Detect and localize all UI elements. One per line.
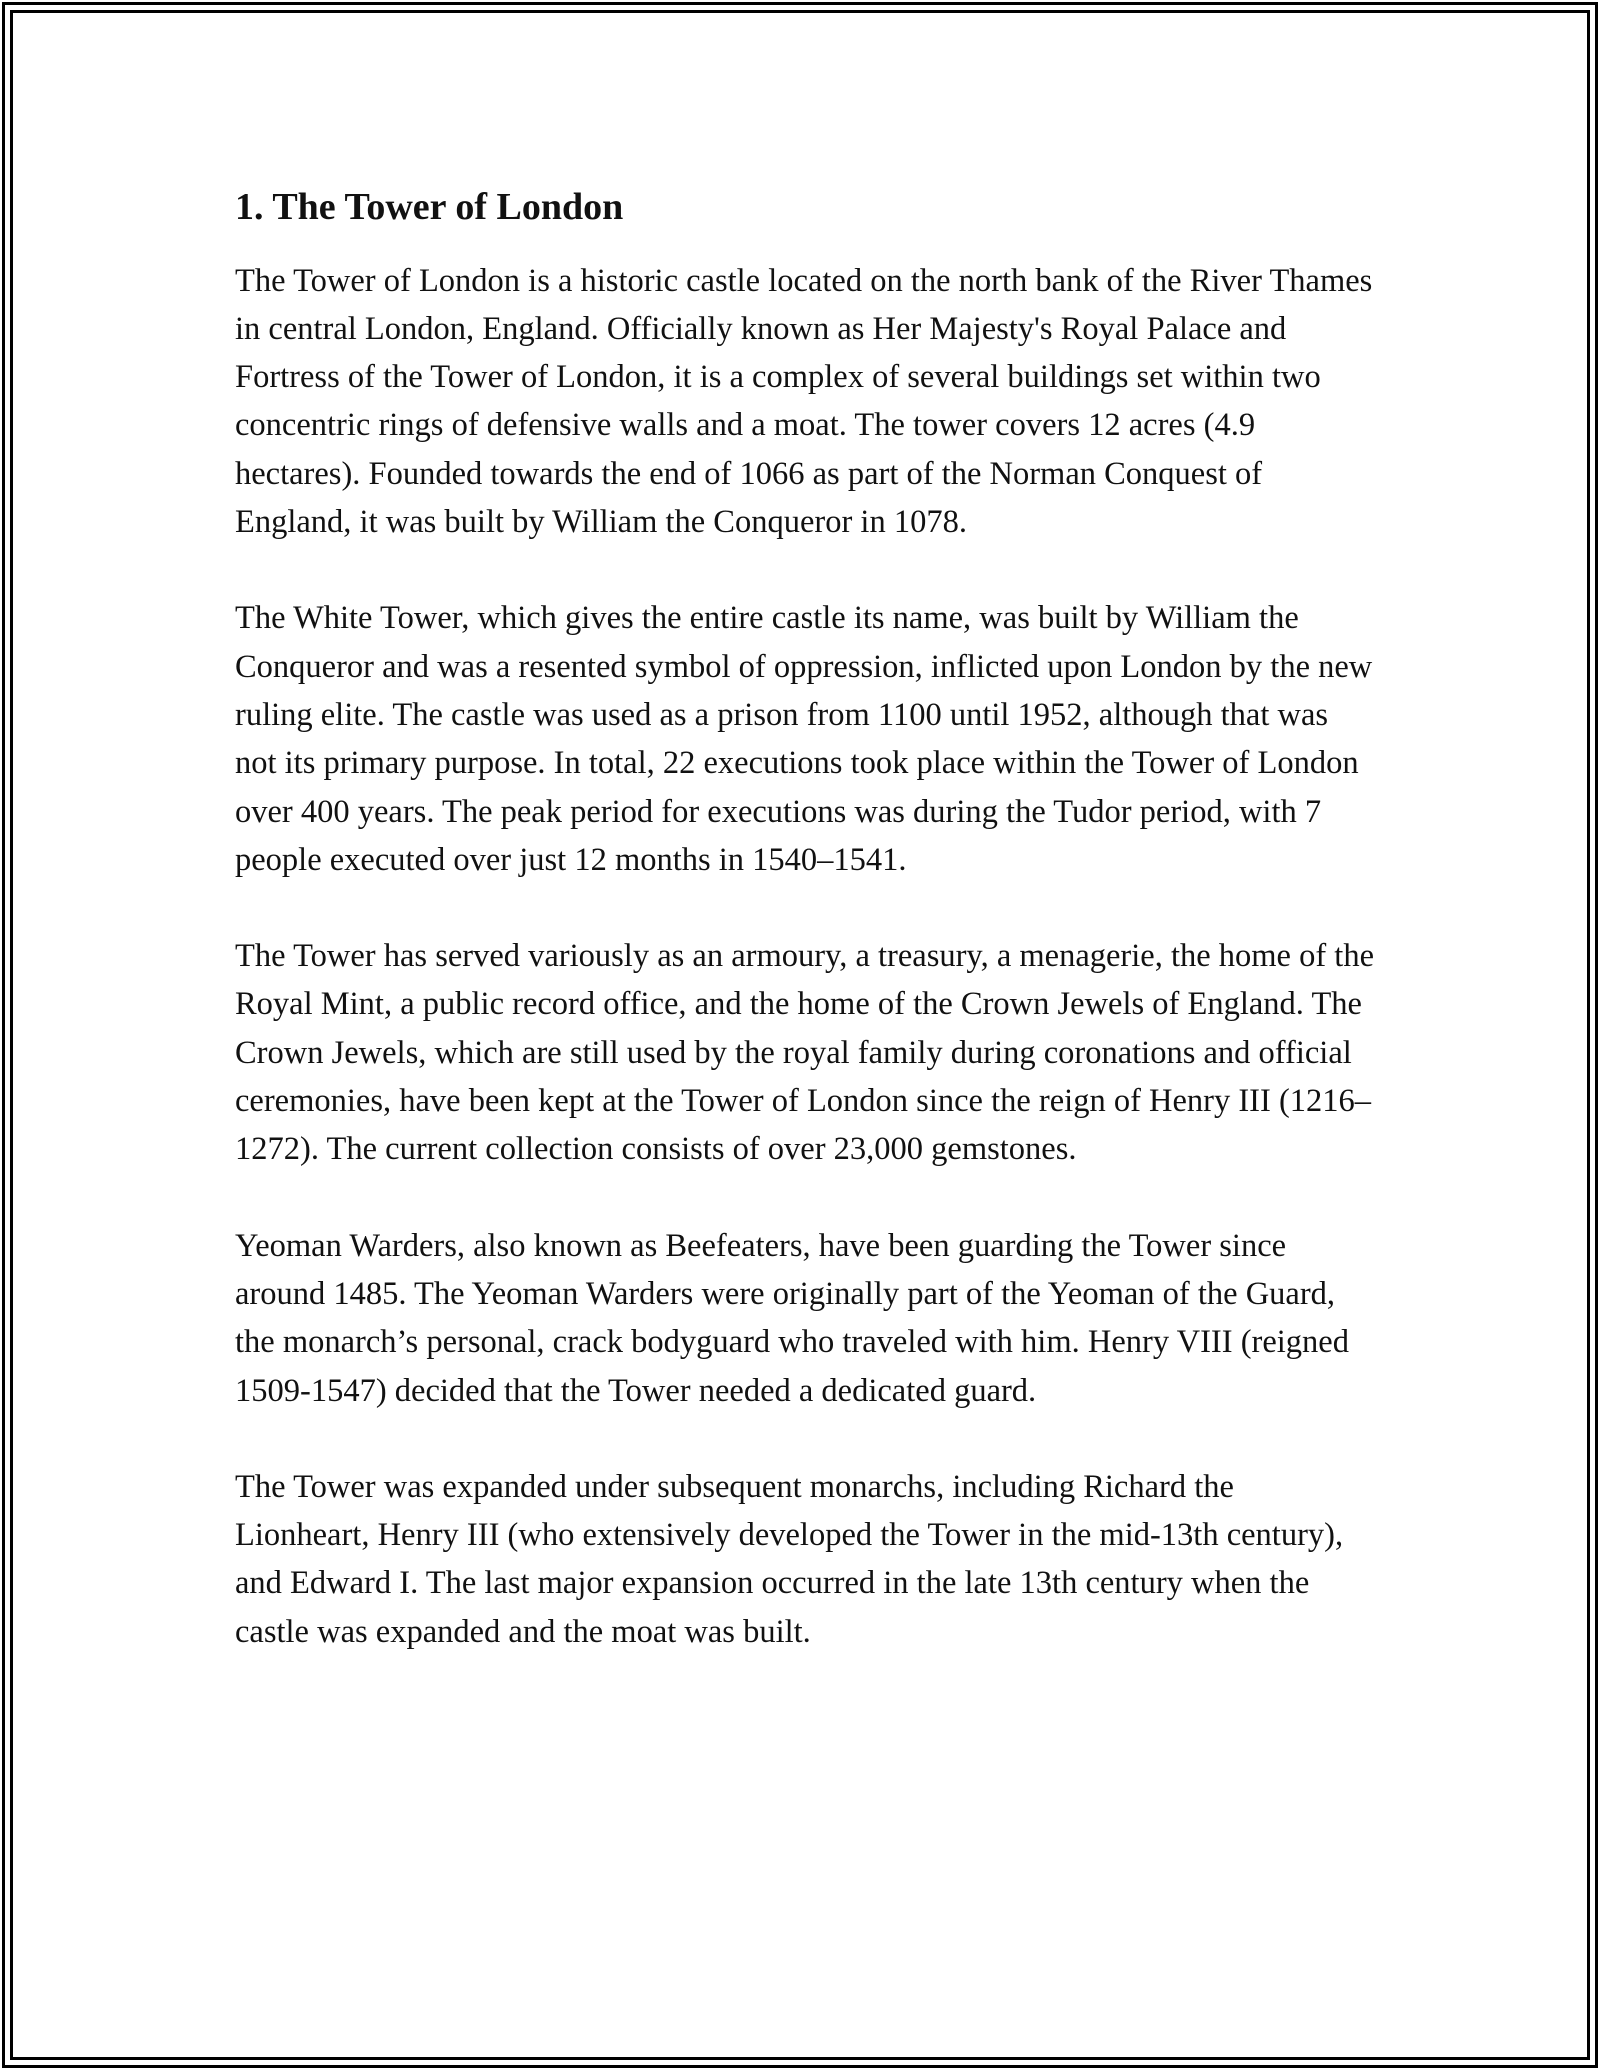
section-heading: 1. The Tower of London bbox=[235, 186, 624, 228]
paragraph-4: Yeoman Warders, also known as Beefeaters, have been guarding the Tower since around 1485. The Yeoman Warders were originally part of the Yeoman of the Guard, the monarch’s personal, crack bodyguard who traveled with him. Henry VIII (reigned 1509-1547) decided that the Tower needed a dedicated guard. bbox=[235, 1227, 1349, 1409]
paragraph-3: The Tower has served variously as an armoury, a treasury, a menagerie, the home of the Royal Mint, a public record office, and the home of the Crown Jewels of England. The Crown Jewels, which are still used by the royal family during coronations and official ceremonies, have been kept at the Tower of London since the reign of Henry III (1216–1272). The current collection consists of over 23,000 gemstones. bbox=[235, 938, 1375, 1168]
document-body bbox=[235, 185, 1375, 1656]
paragraph-5: The Tower was expanded under subsequent monarchs, including Richard the Lionheart, Henry III (who extensively developed the Tower in the mid-13th century), and Edward I. The last major expansion occurred in the late 13th century when the castle was expanded and the moat was built. bbox=[235, 1468, 1344, 1650]
paragraph-1: The Tower of London is a historic castle located on the north bank of the River Thames in central London, England. Officially known as Her Majesty's Royal Palace and Fortress of the Tower of London, it is a complex of several buildings set within two concentric rings of defensive walls and a moat. The tower covers 12 acres (4.9 hectares). Founded towards the end of 1066 as part of the Norman Conquest of England, it was built by William the Conqueror in 1078. bbox=[235, 262, 1373, 541]
paragraph-2: The White Tower, which gives the entire castle its name, was built by William the Conqueror and was a resented symbol of oppression, inflicted upon London by the new ruling elite. The castle was used as a prison from 1100 until 1952, although that was not its primary purpose. In total, 22 executions took place within the Tower of London over 400 years. The peak period for executions was during the Tudor period, with 7 people executed over just 12 months in 1540–1541. bbox=[235, 600, 1373, 878]
